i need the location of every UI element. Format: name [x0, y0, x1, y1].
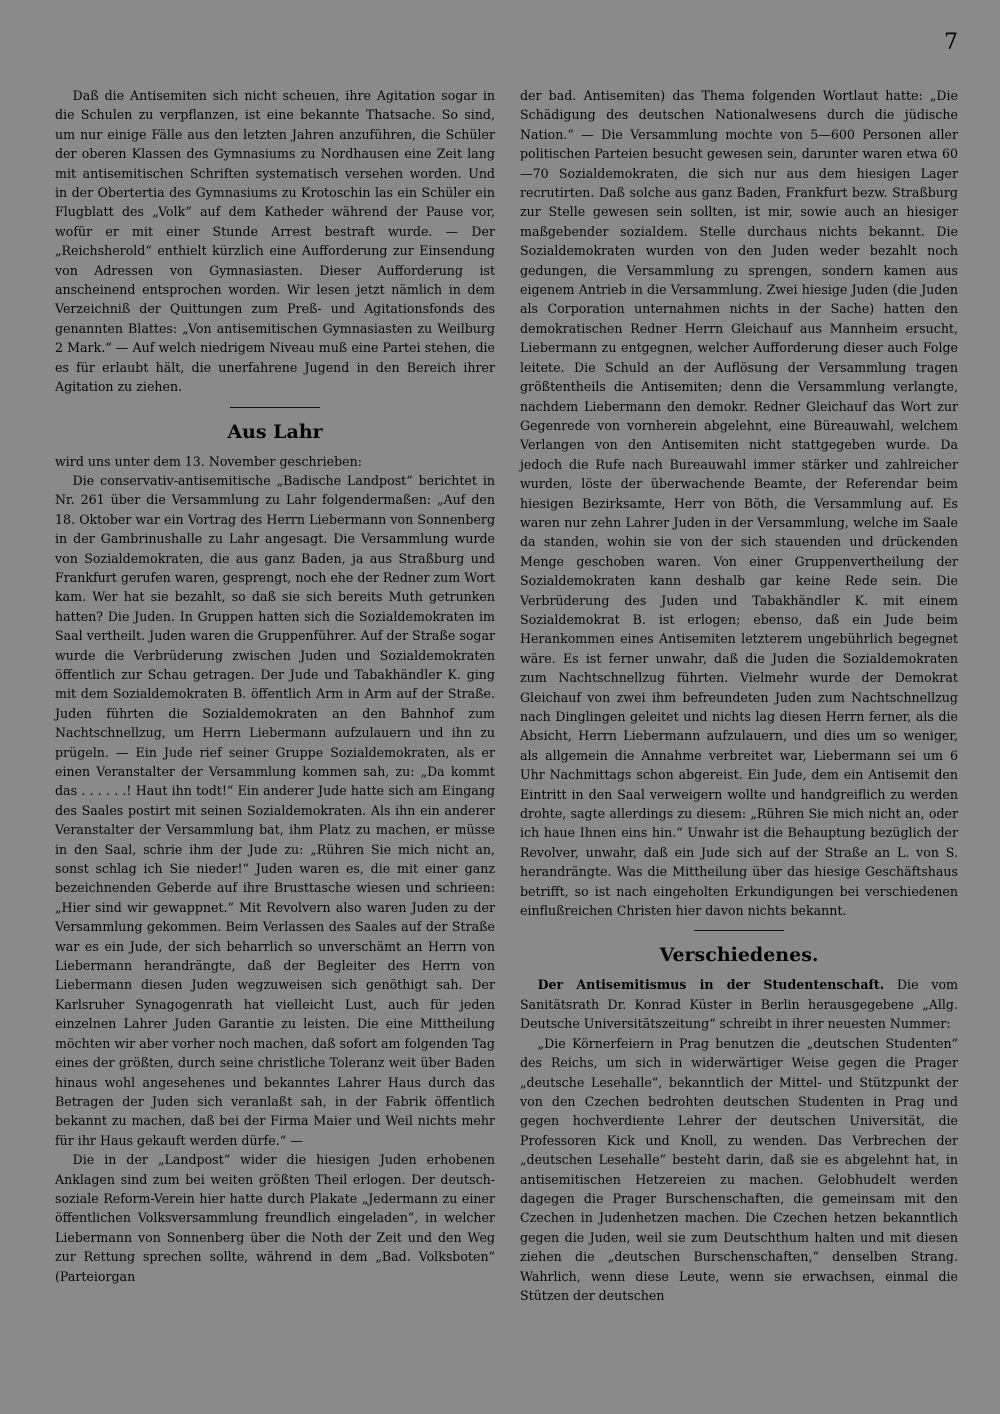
right-column	[520, 86, 958, 1305]
section-divider	[230, 407, 320, 408]
paragraph-continuation: der bad. Antisemiten) das Thema folgenden Wortlaut hatte: „Die Schädigung des deutschen Nationalwesens durch die jüdische Nation.“ — Die Versammlung mochte von 5—600 Personen aller politischen Parteien besucht gewesen sein, darunter waren etwa 60—70 Sozialdemokraten, die sich nur aus dem hiesigen Lager recrutirten. Daß solche aus ganz Baden, Frankfurt bezw. Straßburg zur Stelle gewesen sein sollten, ist mir, sowie auch an hiesiger maßgebender sozialdem. Stelle durchaus nichts bekannt. Die Sozialdemokraten wurden von den Juden weder bezahlt noch gedungen, die Versammlung zu sprengen, sondern kamen aus eigenem Antrieb in die Versammlung. Zwei hiesige Juden (die Juden als Corporation unternahmen nichts in der Sache) hatten den demokratischen Redner Herrn Gleichauf aus Mannheim ersucht, Liebermann zu entgegnen, welcher Aufforderung dieser auch Folge leitete. Die Schuld an der Auflösung der Versammlung tragen größtentheils die Antisemiten; denn die Versammlung verlangte, nachdem Liebermann den demokr. Redner Gleichauf das Wort zur Gegenrede von vornherein abgelehnt, eine Büreauwahl, welchem Verlangen von den Antisemiten nicht stattgegeben wurde. Da jedoch die Rufe nach Bureauwahl immer stärker und zahlreicher wurden, löste der überwachende Beamte, der Referendar beim hiesigen Bezirksamte, Herr von Böth, die Versammlung auf. Es waren nur zehn Lahrer Juden in der Versammlung, welche im Saale da standen, wohin sie von der sich stauenden und drückenden Menge geschoben waren. Von einer Gruppenvertheilung der Sozialdemokraten kann deshalb gar keine Rede sein. Die Verbrüderung des Juden und Tabakhändler K. mit einem Sozialdemokrat B. ist erlogen; ebenso, daß ein Jude beim Herankommen eines Antisemiten letzterem ungebührlich begegnet wäre. Es ist ferner unwahr, daß die Juden die Sozialdemokraten zum Nachtschnellzug führten. Vielmehr wurde der Demokrat Gleichauf von zwei ihm befreundeten Juden zum Nachtschnellzug nach Dinglingen geleitet und nichts lag diesen Herrn ferner, als die Absicht, Herrn Liebermann aufzulauern, und dies um so weniger, als allgemein die Annahme verbreitet war, Liebermann sei um 6 Uhr Nachmittags schon abgereist. Ein Jude, dem ein Antisemit den Eintritt in den Saal verweigern wollte und handgreiflich zu werden drohte, sagte allerdings zu diesem: „Rühren Sie mich nicht an, oder ich haue Ihnen eins hin.“ Unwahr ist die Behauptung bezüglich der Revolver, unwahr, daß ein Jude sich auf der Straße an L. von S. herandrängte. Was die Mittheilung über das hiesige Geschäftshaus betrifft, so ist nach eingeholten Erkundigungen bei verschiedenen einflußreichen Christen hier davon nichts bekannt.	[520, 88, 958, 919]
section-heading-aus-lahr: Aus Lahr	[227, 420, 323, 443]
page-number: 7	[944, 30, 958, 55]
section-divider	[694, 930, 784, 931]
paragraph-antisemites-schools: Daß die Antisemiten sich nicht scheuen, ihre Agitation sogar in die Schulen zu verpflanzen, ist eine bekannte Thatsache. So sind, um nur einige Fälle aus den letzten Jahren anzuführen, die Schüler der oberen Klassen des Gymnasiums zu Nordhausen eine Zeit lang mit antisemitischen Schriften systematisch versehen worden. Und in der Obertertia des Gymnasiums zu Krotoschin las ein Schüler ein Flugblatt des „Volk“ auf dem Katheder während der Pause vor, wofür er mit einer Stunde Arrest bestraft wurde. — Der „Reichsherold“ enthielt kürzlich eine Aufforderung zur Einsendung von Adressen von Gymnasiasten. Dieser Aufforderung ist anscheinend entsprochen worden. Wir lesen jetzt nämlich in dem Verzeichniß der Quittungen zum Preß- und Agitationsfonds des genannten Blattes: „Von antisemitischen Gymnasiasten zu Weilburg 2 Mark.“ — Auf welch niedrigem Niveau muß eine Partei stehen, die es für erlaubt hält, die unerfahrene Jugend in den Bereich ihrer Agitation zu ziehen.	[55, 88, 495, 395]
left-column	[55, 86, 495, 1286]
paragraph-landpost-rebuttal: Die in der „Landpost“ wider die hiesigen Juden erhobenen Anklagen sind zum bei weiten größten Theil erlogen. Der deutsch-soziale Reform-Verein hier hatte durch Plakate „Jedermann zu einer öffentlichen Volksversammlung freundlich eingeladen“, in welcher Liebermann von Sonnenberg über die Noth der Zeit und den Weg zur Rettung sprechen sollte, während in dem „Bad. Volksboten“ (Parteiorgan	[55, 1152, 495, 1284]
article-intro	[520, 975, 958, 1033]
section-intro: wird uns unter dem 13. November geschrieben:	[55, 453, 362, 469]
section-heading-verschiedenes: Verschiedenes.	[659, 944, 819, 967]
paragraph-landpost-report: Die conservativ-antisemitische „Badische Landpost“ berichtet in Nr. 261 über die Versammlung zu Lahr folgendermaßen: „Auf den 18. Oktober war ein Vortrag des Herrn Liebermann von Sonnenberg in der Gambrinushalle zu Lahr angesagt. Die Versammlung wurde von Sozialdemokraten, die aus ganz Baden, ja aus Straßburg und Frankfurt gerufen waren, gesprengt, noch ehe der Redner zum Wort kam. Wer hat sie bezahlt, so daß sie sich bereits Muth getrunken hatten? Die Juden. In Gruppen hatten sich die Sozialdemokraten im Saal vertheilt. Juden waren die Gruppenführer. Auf der Straße sogar wurde die Verbrüderung zwischen Juden und Sozialdemokraten öffentlich zur Schau getragen. Der Jude und Tabakhändler K. ging mit dem Sozialdemokraten B. öffentlich Arm in Arm auf der Straße. Juden führten die Sozialdemokraten an den Bahnhof zum Nachtschnellzug, um Herrn Liebermann aufzulauern und ihn zu prügeln. — Ein Jude rief seiner Gruppe Sozialdemokraten, als er einen Veranstalter der Versammlung kommen sah, zu: „Da kommt das . . . . . .! Haut ihn todt!“ Ein anderer Jude hatte sich am Eingang des Saales postirt mit seinen Sozialdemokraten. Als ihn ein anderer Veranstalter der Versammlung bat, ihm Platz zu machen, er müsse in den Saal, schrie ihm der Jude zu: „Rühren Sie mich nicht an, sonst schlag ich Sie nieder!“ Juden waren es, die mit einer ganz bezeichnenden Geberde auf ihre Brusttasche wiesen und schrieen: „Hier sind wir gewappnet.“ Mit Revolvern also waren Juden zu der Versammlung gekommen. Beim Verlassen des Saales auf der Straße war es ein Jude, der sich beharrlich so unverschämt an Herrn von Liebermann herandrängte, daß der Begleiter des Herrn von Liebermann diesen Juden wegzuweisen sich genöthigt sah. Der Karlsruher Synagogenrath hat vielleicht Lust, auch für jeden einzelnen Lahrer Juden Garantie zu leisten. Die eine Mittheilung möchten wir aber vorher noch machen, daß sofort am folgenden Tag eines der größten, durch seine christliche Toleranz weit über Baden hinaus wohl angesehenes und bekanntes Lahrer Haus durch das Betragen der Juden sich veranlaßt sah, in der Fabrik öffentlich bekannt zu machen, daß bei der Firma Maier und Weil nichts mehr für ihr Haus gekauft werden dürfe.“ —	[55, 472, 495, 1148]
paragraph-quote-koernerfeiern: „Die Körnerfeiern in Prag benutzen die „deutschen Studenten“ des Reichs, um sich in widerwärtiger Weise gegen die Prager „deutsche Lesehalle“, bekanntlich der Mittel- und Stützpunkt der von den Czechen bedrohten deutschen Studenten in Prag und gegen hochverdiente Lehrer der deutschen Universität, die Professoren Kick und Knoll, zu wenden. Das Verbrechen der „deutschen Lesehalle“ besteht darin, daß sie es abgelehnt hat, in antisemitischen Hetzereien zu machen. Gelobhudelt werden dagegen die Prager Burschenschaften, die gemeinsam mit den Czechen in Judenhetzen machen. Die Czechen hetzen bekanntlich gegen die Juden, weil sie zum Deutschthum halten und mit diesen ziehen die „deutschen Burschenschaften,“ denselben Strang. Wahrlich, wenn diese Leute, wenn sie erwachsen, einmal die Stützen der deutschen	[520, 1035, 958, 1303]
article-intro-text: Die vom Sanitätsrath Dr. Konrad Küster in Berlin herausgegebene „Allg. Deutsche Universitätszeitung“ schreibt in ihrer neuesten Nummer:	[520, 977, 958, 1032]
article-title: Der Antisemitismus in der Studentenschaft.	[537, 977, 885, 993]
